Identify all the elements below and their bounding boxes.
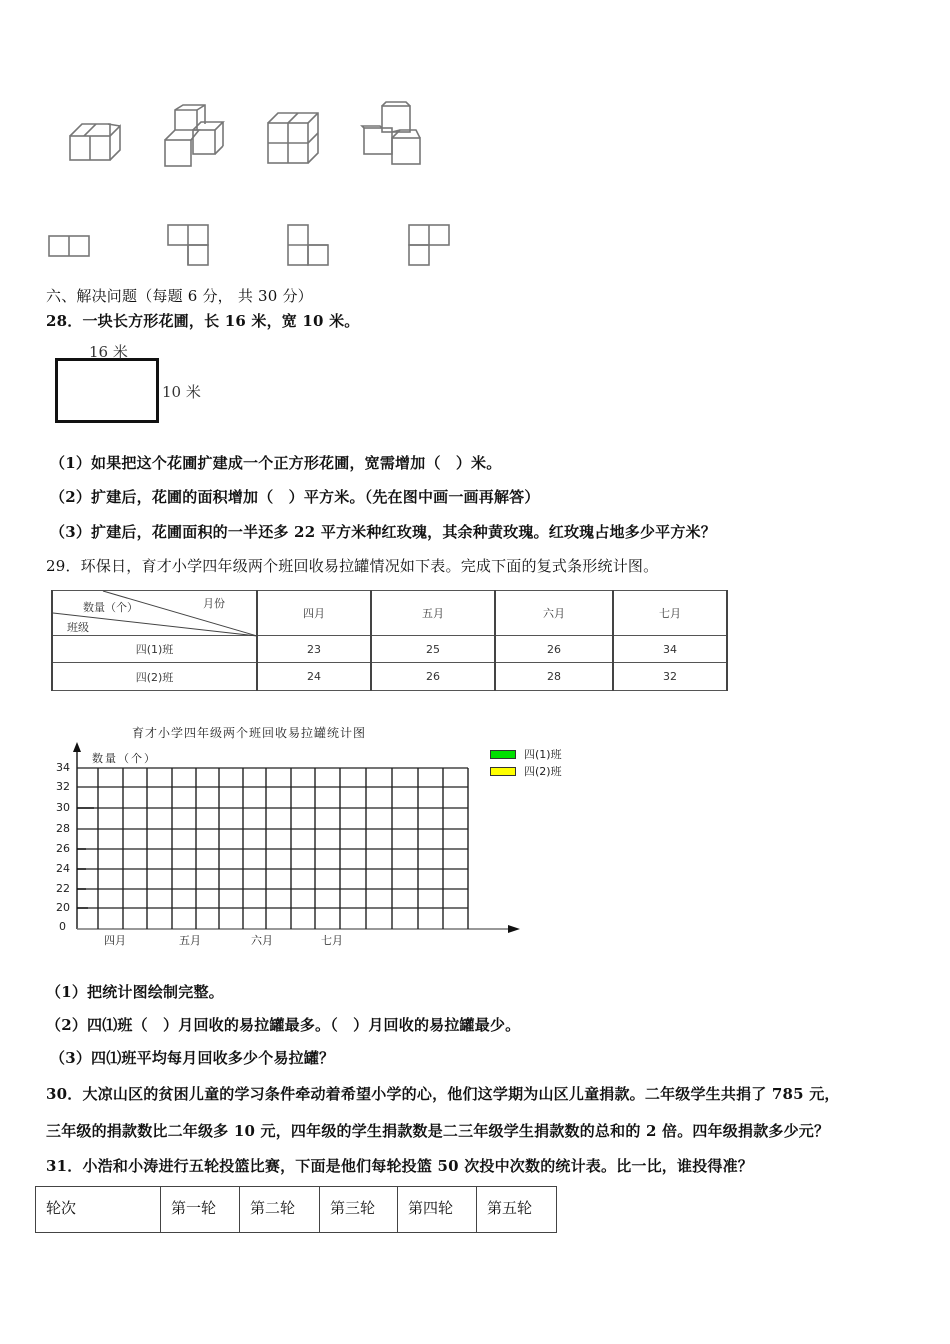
column-header: 四月 — [257, 591, 371, 636]
cube-stack-figure-3 — [266, 111, 326, 167]
cans-data-table — [51, 590, 728, 691]
cell-value: 28 — [495, 663, 613, 691]
view-figure-1 — [48, 235, 92, 259]
column-header: 七月 — [613, 591, 727, 636]
garden-rectangle-figure — [55, 358, 159, 424]
header-cell: 第二轮 — [240, 1187, 320, 1233]
legend-swatch-green — [490, 750, 516, 759]
q28-part-1: （1）如果把这个花圃扩建成一个正方形花圃，宽需增加（ ）米。 — [50, 454, 502, 472]
q28-part-2: （2）扩建后，花圃的面积增加（ ）平方米。（先在图中画一画再解答） — [50, 488, 540, 506]
view-figure-3 — [287, 224, 331, 270]
cell-value: 26 — [495, 636, 613, 663]
x-tick-label: 五月 — [179, 934, 201, 947]
y-tick-label: 32 — [56, 780, 70, 793]
x-tick-label: 四月 — [104, 934, 126, 947]
row-label: 四(1)班 — [52, 636, 257, 663]
q28-stem: 28．一块长方形花圃，长 16 米，宽 10 米。 — [46, 312, 360, 330]
chart-y-axis-label: 数量（个） — [92, 752, 157, 765]
cell-value: 25 — [371, 636, 495, 663]
header-cell: 第五轮 — [477, 1187, 557, 1233]
y-tick-label: 0 — [59, 920, 66, 933]
chart-grid — [70, 740, 530, 940]
y-tick-label: 30 — [56, 801, 70, 814]
column-header: 五月 — [371, 591, 495, 636]
header-cell: 第三轮 — [320, 1187, 398, 1233]
row-label: 四(2)班 — [52, 663, 257, 691]
view-figure-2 — [167, 224, 211, 270]
q31-stem: 31．小浩和小涛进行五轮投篮比赛，下面是他们每轮投篮 50 次投中次数的统计表。比一比，谁投得准？ — [46, 1157, 753, 1175]
y-tick-label: 34 — [56, 761, 70, 774]
q29-part-2: （2）四⑴班（ ）月回收的易拉罐最多。（ ）月回收的易拉罐最少。 — [46, 1016, 521, 1034]
legend-swatch-yellow — [490, 767, 516, 776]
table-row — [52, 636, 727, 663]
section-heading: 六、解决问题（每题 6 分， 共 30 分） — [46, 287, 313, 305]
legend-label: 四(1)班 — [524, 748, 562, 761]
y-tick-label: 20 — [56, 901, 70, 914]
header-cell: 第一轮 — [161, 1187, 240, 1233]
q30-line-2: 三年级的捐款数比二年级多 10 元，四年级的学生捐款数是二三年级学生捐款数的总和的 2 倍。四年级捐款多少元？ — [46, 1122, 830, 1140]
shooting-stats-table — [35, 1186, 557, 1233]
legend-label: 四(2)班 — [524, 765, 562, 778]
view-figure-4 — [408, 224, 452, 270]
header-cell: 第四轮 — [398, 1187, 477, 1233]
y-tick-label: 24 — [56, 862, 70, 875]
table-row — [52, 663, 727, 691]
x-tick-label: 七月 — [321, 934, 343, 947]
y-tick-label: 22 — [56, 882, 70, 895]
cell-value: 34 — [613, 636, 727, 663]
cell-value: 24 — [257, 663, 371, 691]
cube-stack-figure-2 — [163, 106, 227, 170]
y-tick-label: 28 — [56, 822, 70, 835]
legend-item-class-1 — [490, 746, 562, 762]
cell-value: 23 — [257, 636, 371, 663]
y-tick-label: 26 — [56, 842, 70, 855]
corner-quantity-label: 数量（个） — [83, 601, 138, 614]
garden-width-label: 10 米 — [162, 383, 201, 401]
q28-part-3: （3）扩建后，花圃面积的一半还多 22 平方米种红玫瑰，其余种黄玫瑰。红玫瑰占地多少平方米？ — [50, 523, 716, 541]
chart-title: 育才小学四年级两个班回收易拉罐统计图 — [132, 726, 367, 740]
legend-item-class-2 — [490, 763, 562, 779]
cube-stack-figure-1 — [68, 118, 128, 168]
q29-part-3: （3）四⑴班平均每月回收多少个易拉罐？ — [50, 1049, 335, 1067]
x-tick-label: 六月 — [251, 934, 273, 947]
column-header: 六月 — [495, 591, 613, 636]
header-cell: 轮次 — [36, 1187, 161, 1233]
table-corner-cell — [52, 591, 257, 636]
garden-length-label: 16 米 — [89, 343, 128, 361]
corner-class-label: 班级 — [67, 621, 89, 634]
cell-value: 32 — [613, 663, 727, 691]
cube-stack-figure-4 — [360, 102, 426, 166]
q29-stem: 29．环保日，育才小学四年级两个班回收易拉罐情况如下表。完成下面的复式条形统计图。 — [46, 557, 659, 575]
q30-line-1: 30．大凉山区的贫困儿童的学习条件牵动着希望小学的心，他们这学期为山区儿童捐款。二年级学生共捐了 785 元， — [46, 1085, 840, 1103]
q29-part-1: （1）把统计图绘制完整。 — [46, 983, 224, 1001]
corner-month-label: 月份 — [203, 597, 225, 610]
cell-value: 26 — [371, 663, 495, 691]
table-header-row — [36, 1187, 557, 1233]
